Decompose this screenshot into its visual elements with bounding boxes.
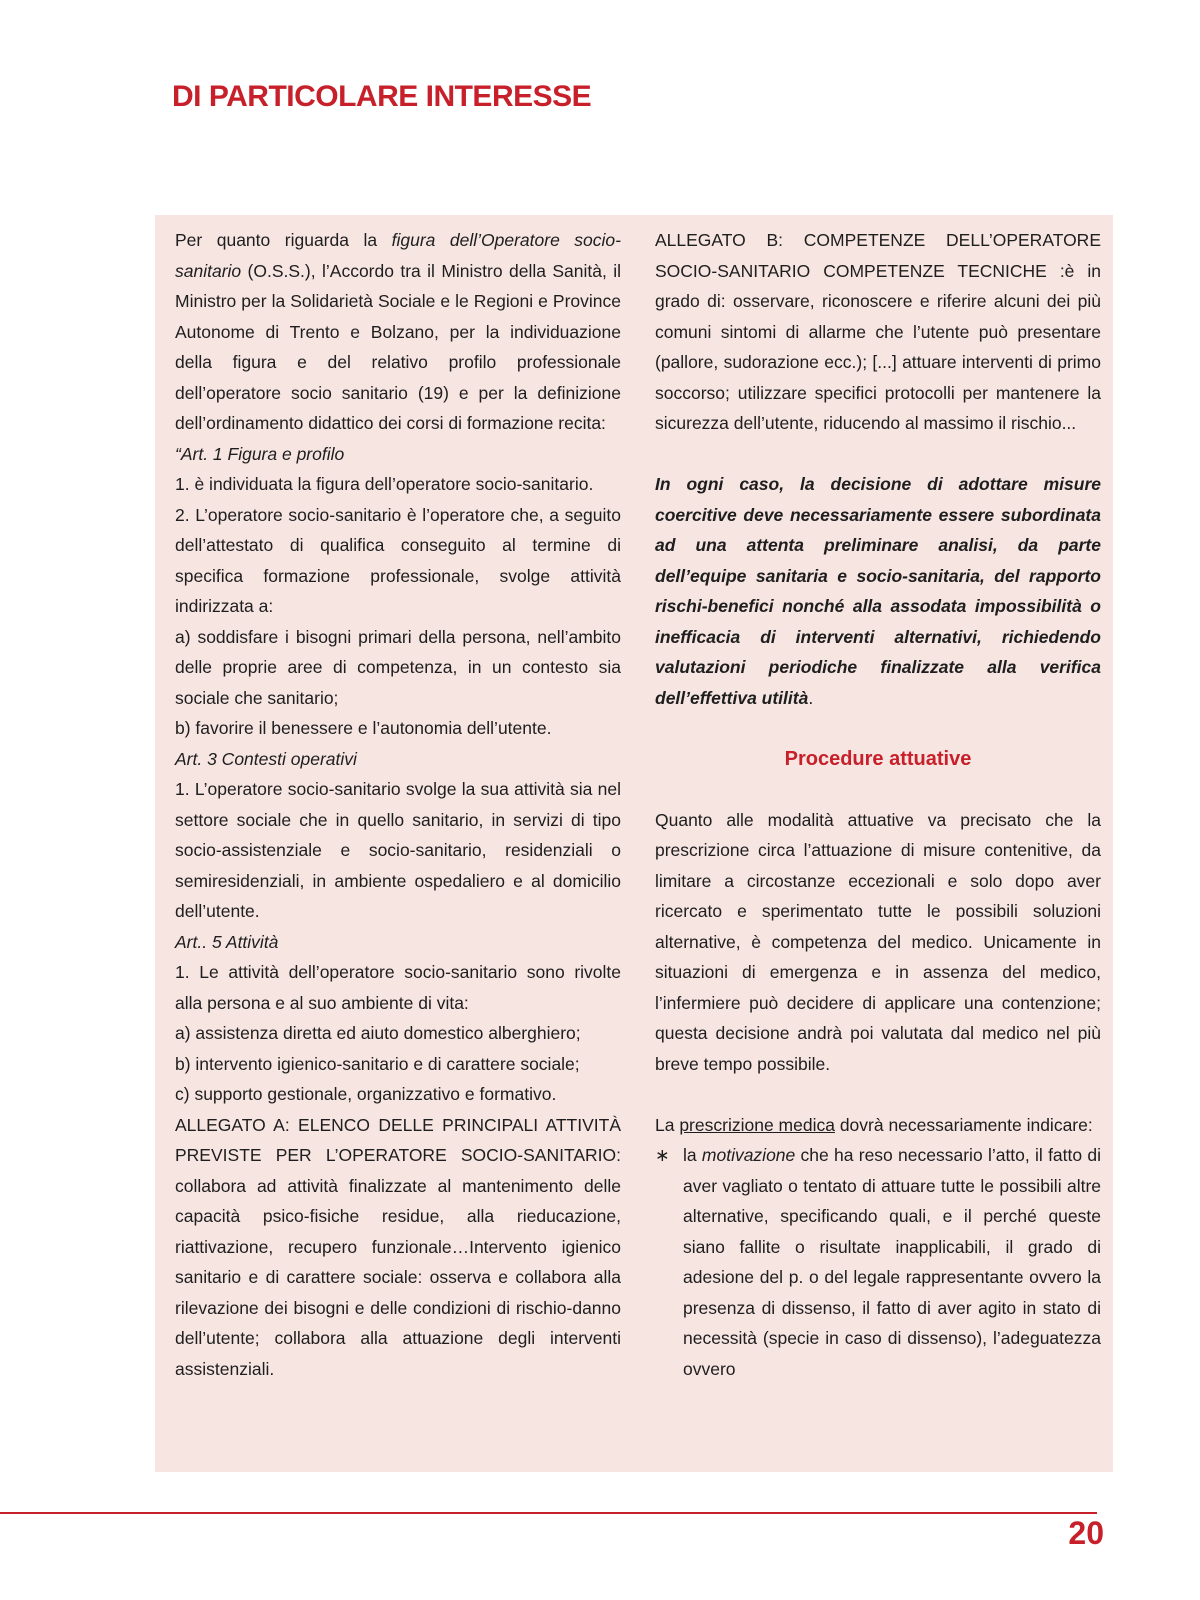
list-item-text-start: la <box>683 1145 702 1165</box>
asterisk-bullet-icon: ∗ <box>655 1145 670 1165</box>
allegato-b-paragraph: ALLEGATO B: COMPETENZE DELL’OPERATORE SOCIO-SANITARIO COMPETENZE TECNICHE :è in grado di: osservare, riconoscere e riferire alcuni dei più comuni sintomi di allarme che l’utente può presentare (pallore, sudorazione ecc.); [...] attuare interventi di primo soccorso; utilizzare specifici protocolli per mantenere la sicurezza dell’utente, riducendo al massimo il rischio... <box>655 230 1101 433</box>
prescription-text-start: La <box>655 1114 680 1135</box>
intro-paragraph <box>175 225 621 439</box>
intro-italic-term: figura dell’Operatore socio-sanitario <box>175 230 621 281</box>
art3-paragraph-1: 1. L’operatore socio-sanitario svolge la sua attività sia nel settore sociale che in quello sanitario, in servizi di tipo socio-assistenziale e socio-sanitario, residenziali o semiresidenziali, in ambiente ospedaliero e al domicilio dell’utente. <box>175 779 621 921</box>
art1-item-a: a) soddisfare i bisogni primari della persona, nell’ambito delle proprie aree di competenza, in un contesto sia sociale che sanitario; <box>175 626 621 708</box>
list-item <box>655 1140 1101 1384</box>
intro-text-end: (O.S.S.), l’Accordo tra il Ministro della Sanità, il Ministro per la Solidarietà Sociale e le Regioni e Province Autonome di Trento e Bolzano, per la individuazione della figura e del relativo profilo professionale dell’operatore socio sanitario (19) e per la definizione dell’ordinamento didattico dei corsi di formazione recita: <box>175 260 621 433</box>
art5-heading: Art.. 5 Attività <box>175 931 279 952</box>
footer-divider <box>0 1512 1097 1514</box>
art5-item-b: b) intervento igienico-sanitario e di carattere sociale; <box>175 1053 580 1074</box>
art5-paragraph-1: 1. Le attività dell’operatore socio-sanitario sono rivolte alla persona e al suo ambiente di vita: <box>175 962 621 1013</box>
prescription-underlined-term: prescrizione medica <box>679 1114 835 1135</box>
prescription-text-end: dovrà necessariamente indicare: <box>834 1114 1093 1135</box>
art1-paragraph-1: 1. è individuata la figura dell’operatore socio-sanitario. <box>175 474 594 494</box>
emphasis-paragraph <box>655 469 1101 713</box>
list-item-text-end: che ha reso necessario l’atto, il fatto di aver vagliato o tentato di attuare tutte le possibili altre alternative, specificando quali, e il perché queste siano fallite o risultate inapplicabili, il grado di adesione del p. o del legale rappresentante ovvero la presenza di dissenso, il fatto di aver agito in stato di necessità (specie in caso di dissenso), l’adeguatezza ovvero <box>683 1145 1102 1379</box>
art3-heading: Art. 3 Contesti operativi <box>175 748 357 769</box>
art1-paragraph-2: 2. L’operatore socio-sanitario è l’operatore che, a seguito dell’attestato di qualifica conseguito al termine di specifica formazione professionale, svolge attività indirizzata a: <box>175 504 621 616</box>
art1-heading: “Art. 1 Figura e profilo <box>175 443 345 464</box>
list-item-text <box>683 1140 1101 1384</box>
art5-item-c: c) supporto gestionale, organizzativo e formativo. <box>175 1084 557 1104</box>
left-column <box>175 225 621 1384</box>
procedure-paragraph: Quanto alle modalità attuative va precisato che la prescrizione circa l’attuazione di misure contenitive, da limitare a circostanze eccezionali e solo dopo aver ricercato e sperimentato tutte le possibili soluzioni alternative, è competenza del medico. Unicamente in situazioni di emergenza e in assenza del medico, l’infermiere può decidere di applicare una contenzione; questa decisione andrà poi valutata dal medico nel più breve tempo possibile. <box>655 809 1101 1074</box>
page-number: 20 <box>1068 1515 1104 1551</box>
right-column <box>655 225 1101 1384</box>
emphasis-text: In ogni caso, la decisione di adottare misure coercitive deve necessariamente essere subordinata ad una attenta preliminare analisi, da parte dell’equipe sanitaria e socio-sanitaria, del rapporto rischi-benefici nonché alla assodata impossibilità o inefficacia di interventi alternativi, richiedendo valutazioni periodiche finalizzate alla verifica dell’effettiva utilità <box>655 474 1101 708</box>
page-title: DI PARTICOLARE INTERESSE <box>172 80 592 113</box>
list-item-italic-term: motivazione <box>701 1145 796 1165</box>
allegato-a-paragraph: ALLEGATO A: ELENCO DELLE PRINCIPALI ATTIVITÀ PREVISTE PER L’OPERATORE SOCIO-SANITARIO: collabora ad attività finalizzate al mantenimento delle capacità psico-fisiche residue, alla rieducazione, riattivazione, recupero funzionale…Intervento igienico sanitario e di carattere sociale: osserva e collabora alla rilevazione dei bisogni e delle condizioni di rischio-danno dell’utente; collabora alla attuazione degli interventi assistenziali. <box>175 1114 621 1379</box>
section-heading: Procedure attuative <box>784 747 972 770</box>
content-box <box>155 215 1113 1472</box>
prescription-intro <box>655 1110 1101 1141</box>
art5-item-a: a) assistenza diretta ed aiuto domestico alberghiero; <box>175 1023 581 1043</box>
art1-item-b: b) favorire il benessere e l’autonomia dell’utente. <box>175 718 552 738</box>
intro-text-start: Per quanto riguarda la <box>175 230 392 250</box>
emphasis-period: . <box>808 687 814 708</box>
